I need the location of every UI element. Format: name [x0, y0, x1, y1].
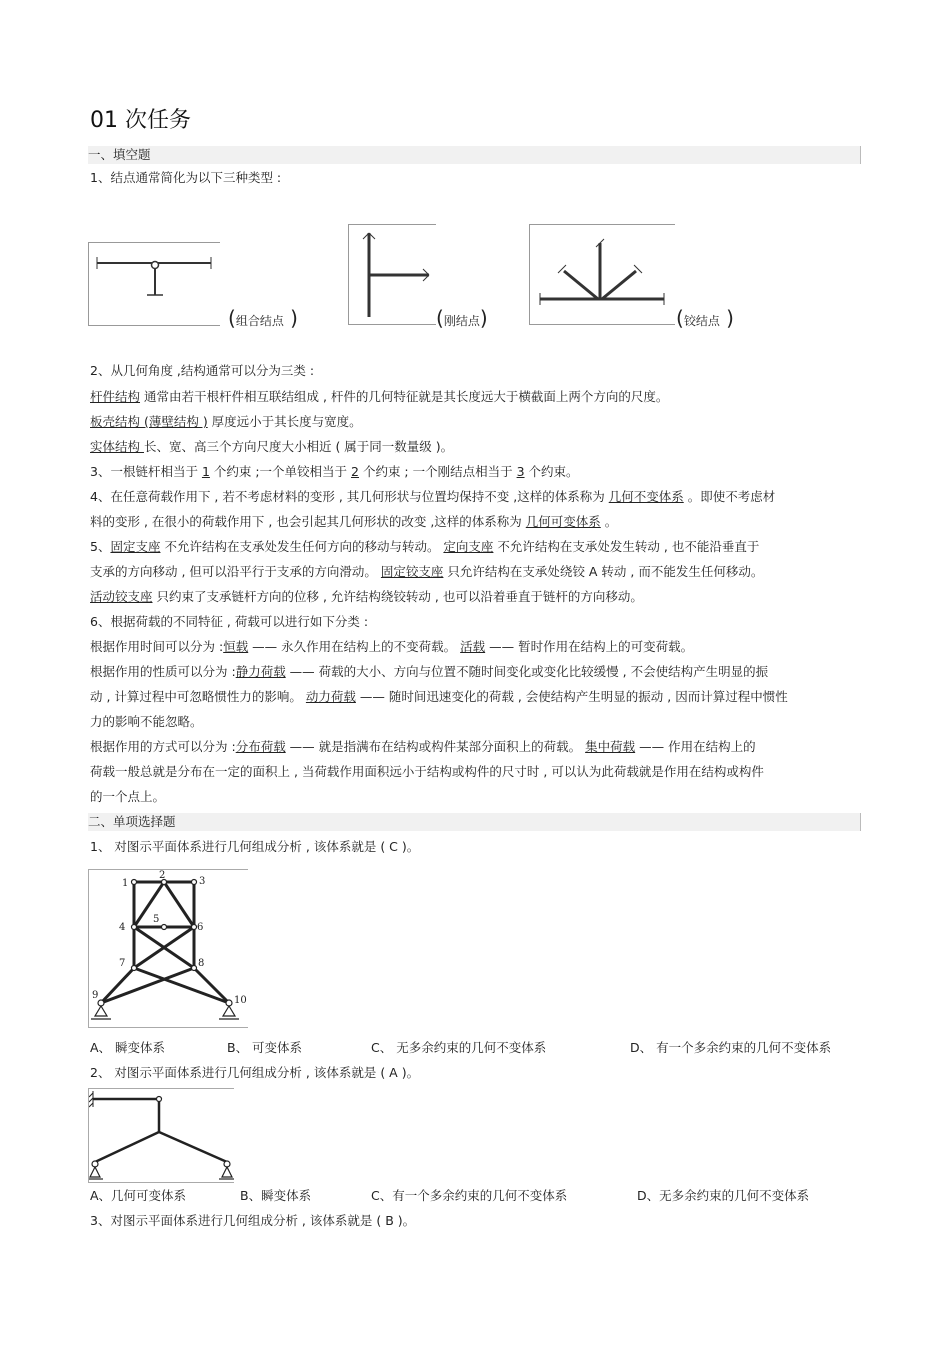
question-5-line-1: 5、固定支座 不允许结构在支承处发生任何方向的移动与转动。 定向支座 不允许结构在支承处发生转动 , 也不能沿垂直于	[90, 539, 760, 554]
question-6-line-3: 动 , 计算过程中可忽略惯性力的影响。 动力荷载 —— 随时间迅速变化的荷载 , 会使结构产生明显的振动 , 因而计算过程中惯性	[90, 689, 788, 704]
choice-question-2: 2、 对图示平面体系进行几何组成分析 , 该体系就是 ( A )。	[90, 1065, 420, 1080]
node-label-2: 2	[159, 870, 166, 881]
question-6-line-2: 根据作用的性质可以分为 :静力荷载 —— 荷载的大小、方向与位置不随时间变化或变化比较缓慢 , 不会使结构产生明显的振	[90, 664, 769, 679]
question-6-head: 6、根据荷载的不同特征 , 荷载可以进行如下分类 :	[90, 614, 369, 629]
node-label-8: 8	[198, 958, 205, 969]
question-2-line-2: 板壳结构 (薄壁结构 ) 厚度远小于其长度与宽度。	[90, 414, 362, 429]
choice-2-option-d[interactable]: D、无多余约束的几何不变体系	[637, 1188, 810, 1203]
node-label-1: 1	[122, 878, 129, 889]
question-6-line-6: 荷载一般总就是分布在一定的面积上 , 当荷载作用面积远小于结构或构件的尺寸时 , 可以认为此荷载就是作用在结构或构件	[90, 764, 764, 779]
choice-2-option-a[interactable]: A、几何可变体系	[90, 1188, 187, 1203]
hinge-joint-caption: 铰结点	[683, 314, 720, 328]
node-label-7: 7	[119, 958, 126, 969]
node-label-10: 10	[234, 995, 247, 1006]
choice-1-option-a[interactable]: A、 瞬变体系	[90, 1040, 166, 1055]
choice-question-1: 1、 对图示平面体系进行几何组成分析 , 该体系就是 ( C )。	[90, 839, 420, 854]
question-1: 1、结点通常简化为以下三种类型 :	[90, 170, 282, 185]
question-3: 3、一根链杆相当于 1 个约束 ;一个单铰相当于 2 个约束 ; 一个刚结点相当于 3 个约束。	[90, 464, 579, 479]
page-title: 01 次任务	[90, 108, 191, 133]
truss-figure-1	[88, 869, 248, 1028]
question-5-line-3: 活动铰支座 只约束了支承链杆方向的位移 , 允许结构绕铰转动 , 也可以沿着垂直于链杆的方向移动。	[90, 589, 643, 604]
section-header-single-choice: 二、单项选择题	[88, 813, 861, 831]
node-label-9: 9	[92, 990, 99, 1001]
rigid-joint-figure	[348, 224, 436, 325]
combined-joint-caption: 组合结点	[235, 314, 284, 328]
question-4-line-1: 4、在任意荷载作用下 , 若不考虑材料的变形 , 其几何形状与位置均保持不变 ,这样的体系称为 几何不变体系 。即使不考虑材	[90, 489, 776, 504]
node-label-5: 5	[153, 914, 160, 925]
node-label-4: 4	[119, 922, 126, 933]
question-6-line-5: 根据作用的方式可以分为 :分布荷载 —— 就是指满布在结构或构件某部分面积上的荷载。 集中荷载 —— 作用在结构上的	[90, 739, 756, 754]
question-4-line-2: 料的变形 , 在很小的荷载作用下 , 也会引起其几何形状的改变 ,这样的体系称为 几何可变体系 。	[90, 514, 618, 529]
choice-2-option-c[interactable]: C、有一个多余约束的几何不变体系	[371, 1188, 568, 1203]
node-label-6: 6	[197, 922, 204, 933]
question-2-line-1: 杆件结构 通常由若干根杆件相互联结组成 , 杆件的几何特征就是其长度远大于横截面上两个方向的尺度。	[90, 389, 669, 404]
hinge-joint-figure	[529, 224, 675, 325]
choice-1-option-b[interactable]: B、 可变体系	[227, 1040, 303, 1055]
question-2-head: 2、从几何角度 ,结构通常可以分为三类 :	[90, 363, 315, 378]
question-6-line-1: 根据作用时间可以分为 :恒载 —— 永久作用在结构上的不变荷载。 活载 —— 暂时作用在结构上的可变荷载。	[90, 639, 694, 654]
question-5-line-2: 支承的方向移动 , 但可以沿平行于支承的方向滑动。 固定铰支座 只允许结构在支承处绕铰 A 转动 , 而不能发生任何移动。	[90, 564, 764, 579]
question-6-line-4: 力的影响不能忽略。	[90, 714, 203, 729]
choice-2-option-b[interactable]: B、瞬变体系	[240, 1188, 312, 1203]
frame-figure-2	[88, 1088, 234, 1183]
combined-joint-figure	[88, 242, 220, 326]
node-label-3: 3	[199, 876, 206, 887]
choice-question-3: 3、对图示平面体系进行几何组成分析 , 该体系就是 ( B )。	[90, 1213, 416, 1228]
choice-1-option-c[interactable]: C、 无多余约束的几何不变体系	[371, 1040, 547, 1055]
section-header-fill-blank: 一、填空题	[88, 146, 861, 164]
choice-1-option-d[interactable]: D、 有一个多余约束的几何不变体系	[630, 1040, 832, 1055]
question-6-line-7: 的一个点上。	[90, 789, 166, 804]
question-2-line-3: 实体结构 长、宽、高三个方向尺度大小相近 ( 属于同一数量级 )。	[90, 439, 454, 454]
rigid-joint-caption: 刚结点	[443, 314, 480, 328]
